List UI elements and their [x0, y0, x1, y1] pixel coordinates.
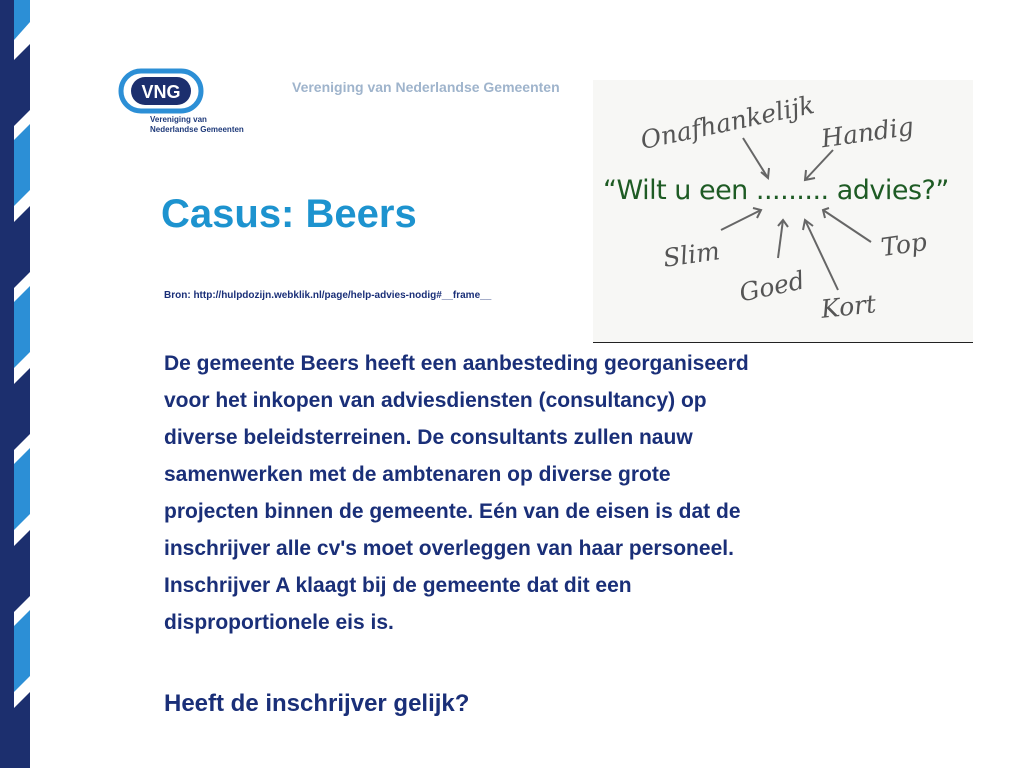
left-decorative-stripe: [0, 0, 30, 768]
image-slogan: “Wilt u een ......... advies?”: [603, 175, 949, 206]
word-handig: Handig: [819, 111, 916, 154]
advice-illustration: [593, 80, 973, 343]
slide-title: Casus: Beers: [161, 192, 417, 236]
source-citation: Bron: http://hulpdozijn.webklik.nl/page/help-advies-nodig#__frame__: [164, 290, 492, 301]
organization-name: Vereniging van Nederlandse Gemeenten: [292, 79, 560, 95]
word-slim: Slim: [661, 236, 722, 273]
body-line: Inschrijver A klaagt bij de gemeente dat dit een: [164, 574, 632, 597]
body-line: samenwerken met de ambtenaren op diverse grote: [164, 463, 671, 486]
word-goed: Goed: [736, 265, 808, 308]
body-line: voor het inkopen van adviesdiensten (consultancy) op: [164, 389, 707, 412]
body-line: De gemeente Beers heeft een aanbesteding georganiseerd: [164, 352, 749, 375]
body-line: projecten binnen de gemeente. Eén van de eisen is dat de: [164, 500, 741, 523]
logo-subtitle-line2: Nederlandse Gemeenten: [150, 125, 244, 134]
logo-subtitle-line1: Vereniging van: [150, 115, 207, 124]
body-line: diverse beleidsterreinen. De consultants zullen nauw: [164, 426, 693, 449]
logo-subtitle: [150, 115, 244, 135]
case-description: [164, 345, 904, 641]
word-onafhankelijk: Onafhankelijk: [637, 89, 817, 156]
body-line: disproportionele eis is.: [164, 611, 394, 634]
word-top: Top: [879, 226, 929, 263]
word-kort: Kort: [819, 289, 878, 324]
logo-text: VNG: [141, 82, 181, 102]
case-question: Heeft de inschrijver gelijk?: [164, 690, 470, 717]
body-line: inschrijver alle cv's moet overleggen van haar personeel.: [164, 537, 734, 560]
